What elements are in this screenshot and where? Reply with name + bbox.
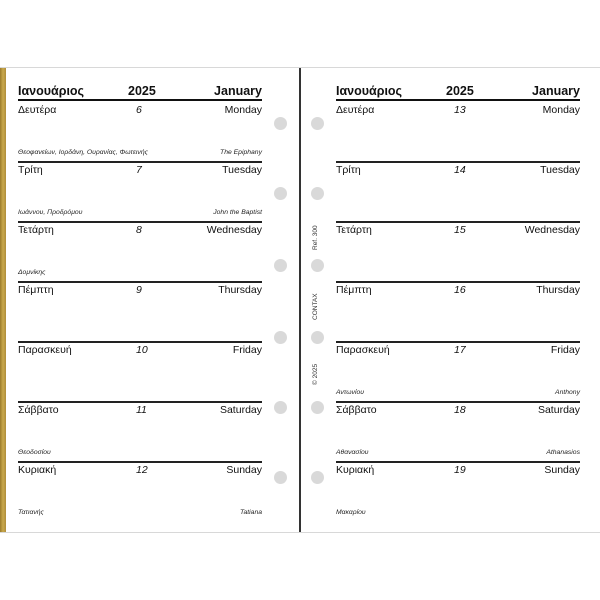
feast-greek: Θεοδοσίου: [18, 449, 51, 456]
day-name-greek: Κυριακή: [18, 464, 57, 476]
feast-greek: Αντωνίου: [336, 389, 364, 396]
feast-line: [18, 509, 262, 519]
day-number: 10: [136, 344, 148, 356]
day-name-english: Tuesday: [222, 164, 262, 176]
feast-greek: Θεοφανείων, Ιορδάνη, Ουρανίας, Φωτεινής: [18, 149, 148, 156]
feast-english: John the Baptist: [213, 209, 262, 216]
feast-greek: Δομνίκης: [18, 269, 46, 276]
day-name-greek: Τρίτη: [336, 164, 361, 176]
day-rule: [18, 401, 262, 403]
punch-hole: [311, 259, 324, 272]
day-name-english: Wednesday: [524, 224, 580, 236]
day-rule: [336, 401, 580, 403]
spine-copyright: © 2025: [312, 363, 319, 385]
day-number: 16: [454, 284, 466, 296]
feast-line: [18, 449, 262, 459]
feast-greek: Αθανασίου: [336, 449, 369, 456]
day-number: 6: [136, 104, 142, 116]
punch-hole: [311, 331, 324, 344]
punch-hole: [274, 401, 287, 414]
day-name-greek: Δευτέρα: [18, 104, 57, 116]
day-number: 19: [454, 464, 466, 476]
day-rule: [18, 161, 262, 163]
feast-greek: Μακαρίου: [336, 509, 366, 516]
punch-hole: [274, 187, 287, 200]
day-number: 8: [136, 224, 142, 236]
right-page: [336, 68, 580, 532]
day-row: [336, 281, 580, 341]
day-row: [18, 281, 262, 341]
feast-line: [336, 389, 580, 399]
day-rule: [336, 161, 580, 163]
day-name-greek: Σάββατο: [18, 404, 59, 416]
day-rule: [18, 461, 262, 463]
punch-hole: [274, 117, 287, 130]
day-name-greek: Πέμπτη: [18, 284, 54, 296]
feast-english: Athanasios: [546, 449, 580, 456]
day-name-greek: Σάββατο: [336, 404, 377, 416]
day-name-greek: Πέμπτη: [336, 284, 372, 296]
punch-hole: [311, 401, 324, 414]
day-name-english: Saturday: [537, 404, 580, 416]
page-header: [18, 84, 262, 100]
day-name-english: Friday: [550, 344, 580, 356]
feast-english: Anthony: [555, 389, 580, 396]
day-number: 12: [136, 464, 148, 476]
day-rule: [18, 281, 262, 283]
day-name-greek: Δευτέρα: [336, 104, 375, 116]
feast-line: [18, 149, 262, 159]
day-name-english: Thursday: [218, 284, 262, 296]
day-number: 17: [454, 344, 466, 356]
day-number: 14: [454, 164, 466, 176]
page-header: [336, 84, 580, 100]
diary-spread: [0, 67, 600, 533]
day-name-english: Monday: [542, 104, 580, 116]
punch-hole: [311, 117, 324, 130]
day-name-english: Tuesday: [540, 164, 580, 176]
day-number: 9: [136, 284, 142, 296]
spine-brand: CONTAX: [312, 293, 319, 320]
feast-line: [18, 209, 262, 219]
month-greek: Ιανουάριος: [18, 84, 85, 98]
punch-hole: [274, 471, 287, 484]
month-english: January: [214, 84, 262, 98]
punch-hole: [274, 259, 287, 272]
day-rule: [18, 341, 262, 343]
day-number: 13: [454, 104, 466, 116]
feast-greek: Ιωάννου, Προδρόμου: [18, 209, 83, 216]
feast-greek: Τατιανής: [18, 509, 44, 516]
feast-line: [18, 269, 262, 279]
day-number: 11: [136, 404, 147, 416]
day-name-english: Sunday: [544, 464, 580, 476]
punch-hole: [311, 187, 324, 200]
year: 2025: [446, 84, 474, 98]
day-name-greek: Τετάρτη: [336, 224, 372, 236]
spine-ref: Ref. 300: [312, 225, 319, 250]
punch-hole: [274, 331, 287, 344]
day-name-greek: Κυριακή: [336, 464, 375, 476]
month-greek: Ιανουάριος: [336, 84, 403, 98]
day-name-english: Monday: [224, 104, 262, 116]
day-name-greek: Τρίτη: [18, 164, 43, 176]
day-name-english: Sunday: [226, 464, 262, 476]
year: 2025: [128, 84, 156, 98]
day-rule: [336, 461, 580, 463]
day-row: [336, 101, 580, 161]
day-rule: [336, 221, 580, 223]
day-rule: [336, 341, 580, 343]
day-number: 15: [454, 224, 466, 236]
day-name-greek: Παρασκευή: [18, 344, 72, 356]
day-row: [336, 221, 580, 281]
punch-hole: [311, 471, 324, 484]
feast-english: The Epiphany: [220, 149, 262, 156]
day-rule: [18, 221, 262, 223]
month-english: January: [532, 84, 580, 98]
center-gutter: [299, 68, 301, 532]
day-name-greek: Παρασκευή: [336, 344, 390, 356]
day-name-greek: Τετάρτη: [18, 224, 54, 236]
feast-english: Tatiana: [239, 509, 262, 516]
day-number: 18: [454, 404, 466, 416]
day-rule: [336, 281, 580, 283]
day-name-english: Thursday: [536, 284, 580, 296]
gilded-edge: [0, 68, 6, 532]
day-name-english: Wednesday: [206, 224, 262, 236]
left-page: [18, 68, 262, 532]
day-number: 7: [136, 164, 142, 176]
feast-line: [336, 449, 580, 459]
day-row: [336, 161, 580, 221]
day-name-english: Saturday: [219, 404, 262, 416]
day-row: [18, 341, 262, 401]
day-name-english: Friday: [232, 344, 262, 356]
feast-line: [336, 509, 580, 519]
